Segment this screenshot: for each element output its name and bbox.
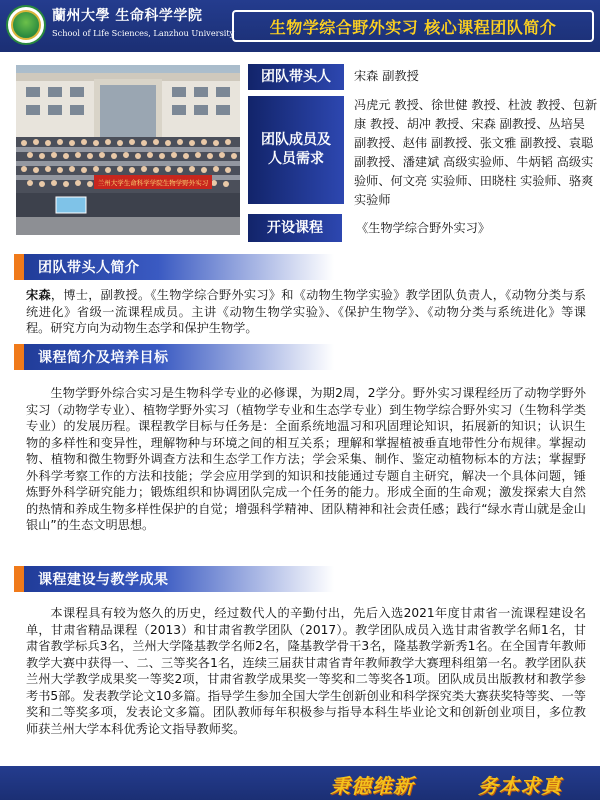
course-value: 《生物学综合野外实习》	[356, 221, 491, 235]
achievements-paragraph: 本课程具有较为悠久的历史，经过数代人的辛勤付出，先后入选2021年度甘肃省一流课程建设名单，甘肃省精品课程（2013）和甘肃省教学团队（2017）。教学团队成员入选甘肃省教学名师1名，甘肃省教学标兵3名，兰州大学隆基教学名师2名，隆基教学骨干3名，隆基教学新秀1名。在全国青年教师教学大赛中获得一、二、三等奖各1名，连续三届获甘肃省青年教师教学大赛理科组第一名。教学团队获兰州大学教学成果奖一等奖2项，甘肃省教学成果奖一等奖和二等奖各1项。团队成员出版教材和教学参考书5部。发表教学论文10多篇。指导学生参加全国大学生创新创业和科学探究类大赛获奖特等奖、一等奖和二等奖多项，发表论文多篇。团队教师每年积极参与指导本科生毕业论文和创新创业项目，多位教师获兰州大学本科优秀论文指导教师奖。	[26, 606, 586, 736]
photo-small-sign	[56, 197, 86, 213]
team-members-label-pill	[248, 96, 344, 204]
photo-banner-text: 兰州大学生命科学学院生物学野外实习	[97, 179, 209, 187]
leader-intro-text: ，博士，副教授。《生物学综合野外实习》和《动物生物学实验》教学团队负责人，《动物分类与系统进化》省级一流课程成员。主讲《动物生物学实验》、《保护生物学》、《动物分类与系统进化》等课程。研究方向为动物生态学和保护生物学。	[26, 288, 586, 335]
footer-slogan-2: 务本求真	[478, 774, 562, 798]
section-title-achievements: 课程建设与教学成果	[38, 572, 169, 588]
university-logo-icon	[6, 5, 46, 45]
footer-slogan-1: 秉德维新	[330, 774, 414, 798]
section-title-leader-intro: 团队带头人简介	[38, 260, 140, 276]
leader-intro-paragraph	[26, 287, 586, 337]
page-title: 生物学综合野外实习 核心课程团队简介	[269, 17, 557, 37]
course-intro-paragraph: 生物学野外综合实习是生物科学专业的必修课，为期2周，2学分。野外实习课程经历了动物学野外实习（动物学专业）、植物学野外实习（植物学专业和生态学专业）到生物学综合野外实习（生物科学类专业）的发展历程。课程教学目标与任务是：全面系统地温习和巩固理论知识，拓展新的知识；认识生物的多样性和变异性，理解物种与环境之间的相互关系；理解和掌握植被垂直地带性分布规律。掌握动物、植物和微生物野外调查方法和生态学工作方法；学会采集、制作、鉴定动植物标本的方法；掌握野外科学考察工作的方法和技能；学会应用学到的知识和技能通过专题自主研究，解决一个具体问题，锤炼野外科学研究能力；锻炼组织和协调团队完成一个任务的能力。形成全面的生命观；激发探索大自然的热情和养成生物多样性保护的自觉；增强科学精神、团队精神和社会责任感；践行“绿水青山就是金山银山”的生态文明思想。	[26, 386, 586, 532]
team-group-photo	[16, 65, 240, 235]
group-photo-illustration	[16, 65, 240, 235]
section-header-course-intro	[14, 344, 334, 370]
team-members-label-line1: 团队成员及	[261, 132, 331, 149]
header-bar	[0, 0, 600, 52]
school-name-cn: 蘭州大學 生命科学学院	[52, 8, 203, 24]
team-members-value: 冯虎元 教授、徐世健 教授、杜波 教授、包新康 教授、胡冲 教授、宋森 副教授、丛培昊 副教授、赵伟 副教授、张文雅 副教授、袁聪 副教授、潘建斌 高级实验师、牛炳韬 高级实验师、何文亮 实验师、田晓柱 实验师、骆爽 实验师	[354, 98, 598, 207]
school-name-en: School of Life Sciences, Lanzhou University	[52, 28, 235, 38]
footer-bar	[0, 766, 600, 800]
page-title-box	[232, 10, 594, 42]
leader-name: 宋森	[26, 288, 51, 302]
team-leader-label-pill: 团队带头人	[248, 64, 344, 90]
team-members-label-line2: 人员需求	[268, 151, 324, 167]
section-header-achievements	[14, 566, 334, 592]
course-label-pill: 开设课程	[248, 214, 342, 242]
section-title-course-intro: 课程简介及培养目标	[38, 350, 169, 366]
team-leader-value: 宋森 副教授	[354, 69, 419, 83]
section-header-leader-intro	[14, 254, 334, 280]
